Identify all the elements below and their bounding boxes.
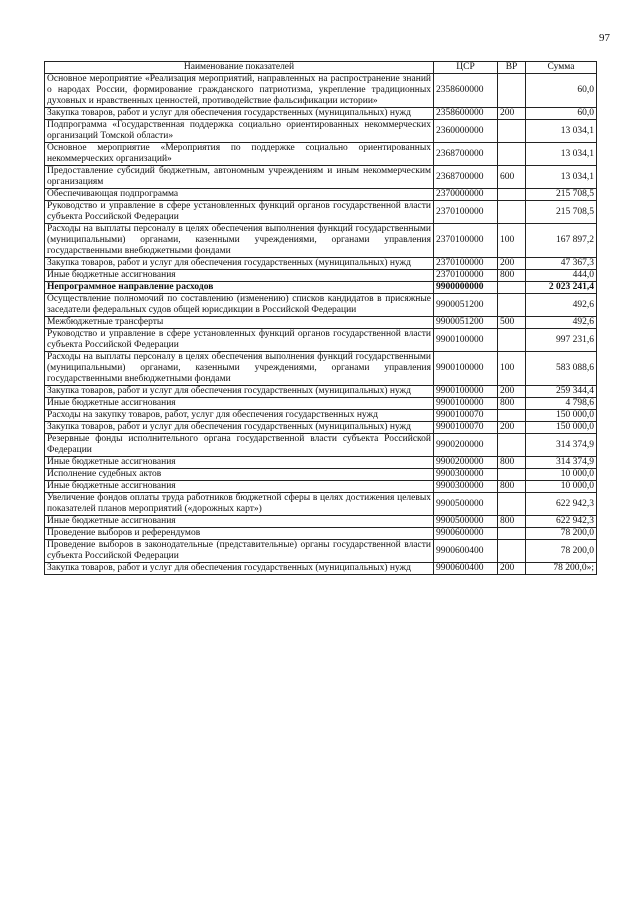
cell-name: Непрограммное направление расходов [45, 282, 434, 294]
cell-sum: 78 200,0»; [526, 563, 597, 575]
cell-csr: 9900100000 [434, 329, 498, 352]
table-row [45, 282, 597, 294]
cell-csr: 9900600400 [434, 563, 498, 575]
cell-name: Исполнение судебных актов [45, 469, 434, 481]
table-row [45, 516, 597, 528]
table-row [45, 120, 597, 143]
cell-vr [498, 493, 526, 516]
table-row [45, 270, 597, 282]
cell-sum: 47 367,3 [526, 258, 597, 270]
cell-sum: 492,6 [526, 294, 597, 317]
cell-vr: 200 [498, 563, 526, 575]
header-vr: ВР [498, 62, 526, 74]
cell-name: Межбюджетные трансферты [45, 317, 434, 329]
table-row [45, 493, 597, 516]
cell-sum: 150 000,0 [526, 410, 597, 422]
cell-vr: 100 [498, 352, 526, 386]
cell-name: Основное мероприятие «Мероприятия по поддержке социально ориентированных некоммерческих организаций» [45, 143, 434, 166]
cell-csr: 9900051200 [434, 317, 498, 329]
cell-csr: 9900500000 [434, 493, 498, 516]
cell-name: Иные бюджетные ассигнования [45, 270, 434, 282]
cell-csr: 9900300000 [434, 481, 498, 493]
cell-vr [498, 294, 526, 317]
cell-name: Закупка товаров, работ и услуг для обеспечения государственных (муниципальных) нужд [45, 258, 434, 270]
table-row [45, 224, 597, 258]
cell-csr: 9900000000 [434, 282, 498, 294]
cell-vr: 200 [498, 422, 526, 434]
cell-vr [498, 143, 526, 166]
cell-name: Расходы на выплаты персоналу в целях обеспечения выполнения функций государственными (муниципальными) органами, казенными учреждениями, органами управления государственными внебюджетными фондами [45, 352, 434, 386]
cell-csr: 9900100000 [434, 352, 498, 386]
cell-sum: 150 000,0 [526, 422, 597, 434]
cell-name: Руководство и управление в сфере установленных функций органов государственной власти субъекта Российской Федерации [45, 201, 434, 224]
cell-csr: 2370100000 [434, 270, 498, 282]
cell-sum: 13 034,1 [526, 120, 597, 143]
cell-csr: 2370100000 [434, 224, 498, 258]
cell-vr: 800 [498, 516, 526, 528]
cell-vr: 200 [498, 258, 526, 270]
cell-sum: 215 708,5 [526, 201, 597, 224]
cell-vr [498, 282, 526, 294]
cell-csr: 2368700000 [434, 143, 498, 166]
cell-csr: 9900600400 [434, 540, 498, 563]
cell-sum: 60,0 [526, 108, 597, 120]
table-row [45, 352, 597, 386]
cell-name: Закупка товаров, работ и услуг для обеспечения государственных (муниципальных) нужд [45, 422, 434, 434]
cell-sum: 2 023 241,4 [526, 282, 597, 294]
table-row [45, 143, 597, 166]
budget-table [44, 61, 597, 575]
cell-name: Закупка товаров, работ и услуг для обеспечения государственных (муниципальных) нужд [45, 386, 434, 398]
cell-name: Увеличение фондов оплаты труда работников бюджетной сферы в целях достижения целевых показателей планов мероприятий («дорожных карт») [45, 493, 434, 516]
cell-name: Обеспечивающая подпрограмма [45, 189, 434, 201]
table-row [45, 258, 597, 270]
cell-csr: 2368700000 [434, 166, 498, 189]
header-sum: Сумма [526, 62, 597, 74]
cell-vr [498, 469, 526, 481]
cell-name: Основное мероприятие «Реализация мероприятий, направленных на распространение знаний о народах России, формирование гражданского патриотизма, укрепление традиционных духовных и нравственных ценностей, противодействие фальсификации истории» [45, 74, 434, 108]
cell-sum: 10 000,0 [526, 469, 597, 481]
cell-name: Резервные фонды исполнительного органа государственной власти субъекта Российской Федерации [45, 434, 434, 457]
table-row [45, 329, 597, 352]
header-name: Наименование показателей [45, 62, 434, 74]
cell-name: Иные бюджетные ассигнования [45, 516, 434, 528]
cell-sum: 622 942,3 [526, 493, 597, 516]
page-number: 97 [599, 32, 610, 44]
cell-sum: 215 708,5 [526, 189, 597, 201]
cell-csr: 2360000000 [434, 120, 498, 143]
cell-sum: 492,6 [526, 317, 597, 329]
cell-vr [498, 329, 526, 352]
cell-vr [498, 540, 526, 563]
cell-vr [498, 410, 526, 422]
cell-sum: 997 231,6 [526, 329, 597, 352]
cell-sum: 10 000,0 [526, 481, 597, 493]
cell-name: Проведение выборов в законодательные (представительные) органы государственной власти субъекта Российской Федерации [45, 540, 434, 563]
table-row [45, 317, 597, 329]
cell-sum: 444,0 [526, 270, 597, 282]
cell-name: Подпрограмма «Государственная поддержка социально ориентированных некоммерческих организаций Томской области» [45, 120, 434, 143]
table-row [45, 108, 597, 120]
cell-name: Иные бюджетные ассигнования [45, 457, 434, 469]
cell-csr: 2370100000 [434, 258, 498, 270]
cell-vr: 800 [498, 270, 526, 282]
cell-csr: 9900300000 [434, 469, 498, 481]
cell-vr [498, 120, 526, 143]
table-row [45, 457, 597, 469]
cell-name: Закупка товаров, работ и услуг для обеспечения государственных (муниципальных) нужд [45, 108, 434, 120]
cell-vr [498, 74, 526, 108]
cell-csr: 9900051200 [434, 294, 498, 317]
table-row [45, 563, 597, 575]
cell-sum: 78 200,0 [526, 528, 597, 540]
cell-sum: 78 200,0 [526, 540, 597, 563]
cell-name: Иные бюджетные ассигнования [45, 481, 434, 493]
cell-sum: 259 344,4 [526, 386, 597, 398]
table-row [45, 294, 597, 317]
cell-sum: 583 088,6 [526, 352, 597, 386]
cell-vr: 100 [498, 224, 526, 258]
cell-vr [498, 189, 526, 201]
table-body [45, 74, 597, 575]
cell-vr: 800 [498, 481, 526, 493]
cell-name: Руководство и управление в сфере установленных функций органов государственной власти субъекта Российской Федерации [45, 329, 434, 352]
header-csr: ЦСР [434, 62, 498, 74]
cell-csr: 2370100000 [434, 201, 498, 224]
cell-csr: 2358600000 [434, 108, 498, 120]
cell-vr: 500 [498, 317, 526, 329]
cell-name: Иные бюджетные ассигнования [45, 398, 434, 410]
table-row [45, 434, 597, 457]
cell-csr: 2358600000 [434, 74, 498, 108]
cell-sum: 13 034,1 [526, 166, 597, 189]
table-row [45, 166, 597, 189]
table-row [45, 386, 597, 398]
table-row [45, 189, 597, 201]
cell-vr: 600 [498, 166, 526, 189]
cell-vr: 800 [498, 457, 526, 469]
cell-vr [498, 528, 526, 540]
cell-csr: 9900100070 [434, 410, 498, 422]
table-row [45, 398, 597, 410]
cell-csr: 9900100000 [434, 398, 498, 410]
table-row [45, 528, 597, 540]
table-row [45, 469, 597, 481]
cell-csr: 9900200000 [434, 434, 498, 457]
cell-sum: 167 897,2 [526, 224, 597, 258]
cell-vr: 200 [498, 108, 526, 120]
table-row [45, 74, 597, 108]
cell-vr [498, 434, 526, 457]
cell-csr: 9900600000 [434, 528, 498, 540]
cell-sum: 60,0 [526, 74, 597, 108]
table-row [45, 540, 597, 563]
cell-vr: 200 [498, 386, 526, 398]
table-row [45, 481, 597, 493]
table-row [45, 201, 597, 224]
cell-csr: 9900100070 [434, 422, 498, 434]
cell-vr [498, 201, 526, 224]
cell-sum: 314 374,9 [526, 457, 597, 469]
table-row [45, 410, 597, 422]
cell-name: Предоставление субсидий бюджетным, автономным учреждениям и иным некоммерческим организациям [45, 166, 434, 189]
cell-vr: 800 [498, 398, 526, 410]
table-row [45, 422, 597, 434]
cell-sum: 4 798,6 [526, 398, 597, 410]
cell-csr: 2370000000 [434, 189, 498, 201]
cell-csr: 9900500000 [434, 516, 498, 528]
cell-sum: 13 034,1 [526, 143, 597, 166]
cell-sum: 314 374,9 [526, 434, 597, 457]
cell-csr: 9900200000 [434, 457, 498, 469]
cell-name: Закупка товаров, работ и услуг для обеспечения государственных (муниципальных) нужд [45, 563, 434, 575]
cell-name: Расходы на закупку товаров, работ, услуг для обеспечения государственных нужд [45, 410, 434, 422]
cell-csr: 9900100000 [434, 386, 498, 398]
cell-name: Проведение выборов и референдумов [45, 528, 434, 540]
cell-sum: 622 942,3 [526, 516, 597, 528]
cell-name: Расходы на выплаты персоналу в целях обеспечения выполнения функций государственными (муниципальными) органами, казенными учреждениями, органами управления государственными внебюджетными фондами [45, 224, 434, 258]
cell-name: Осуществление полномочий по составлению (изменению) списков кандидатов в присяжные заседатели федеральных судов общей юрисдикции в Российской Федерации [45, 294, 434, 317]
table-header-row [45, 62, 597, 74]
